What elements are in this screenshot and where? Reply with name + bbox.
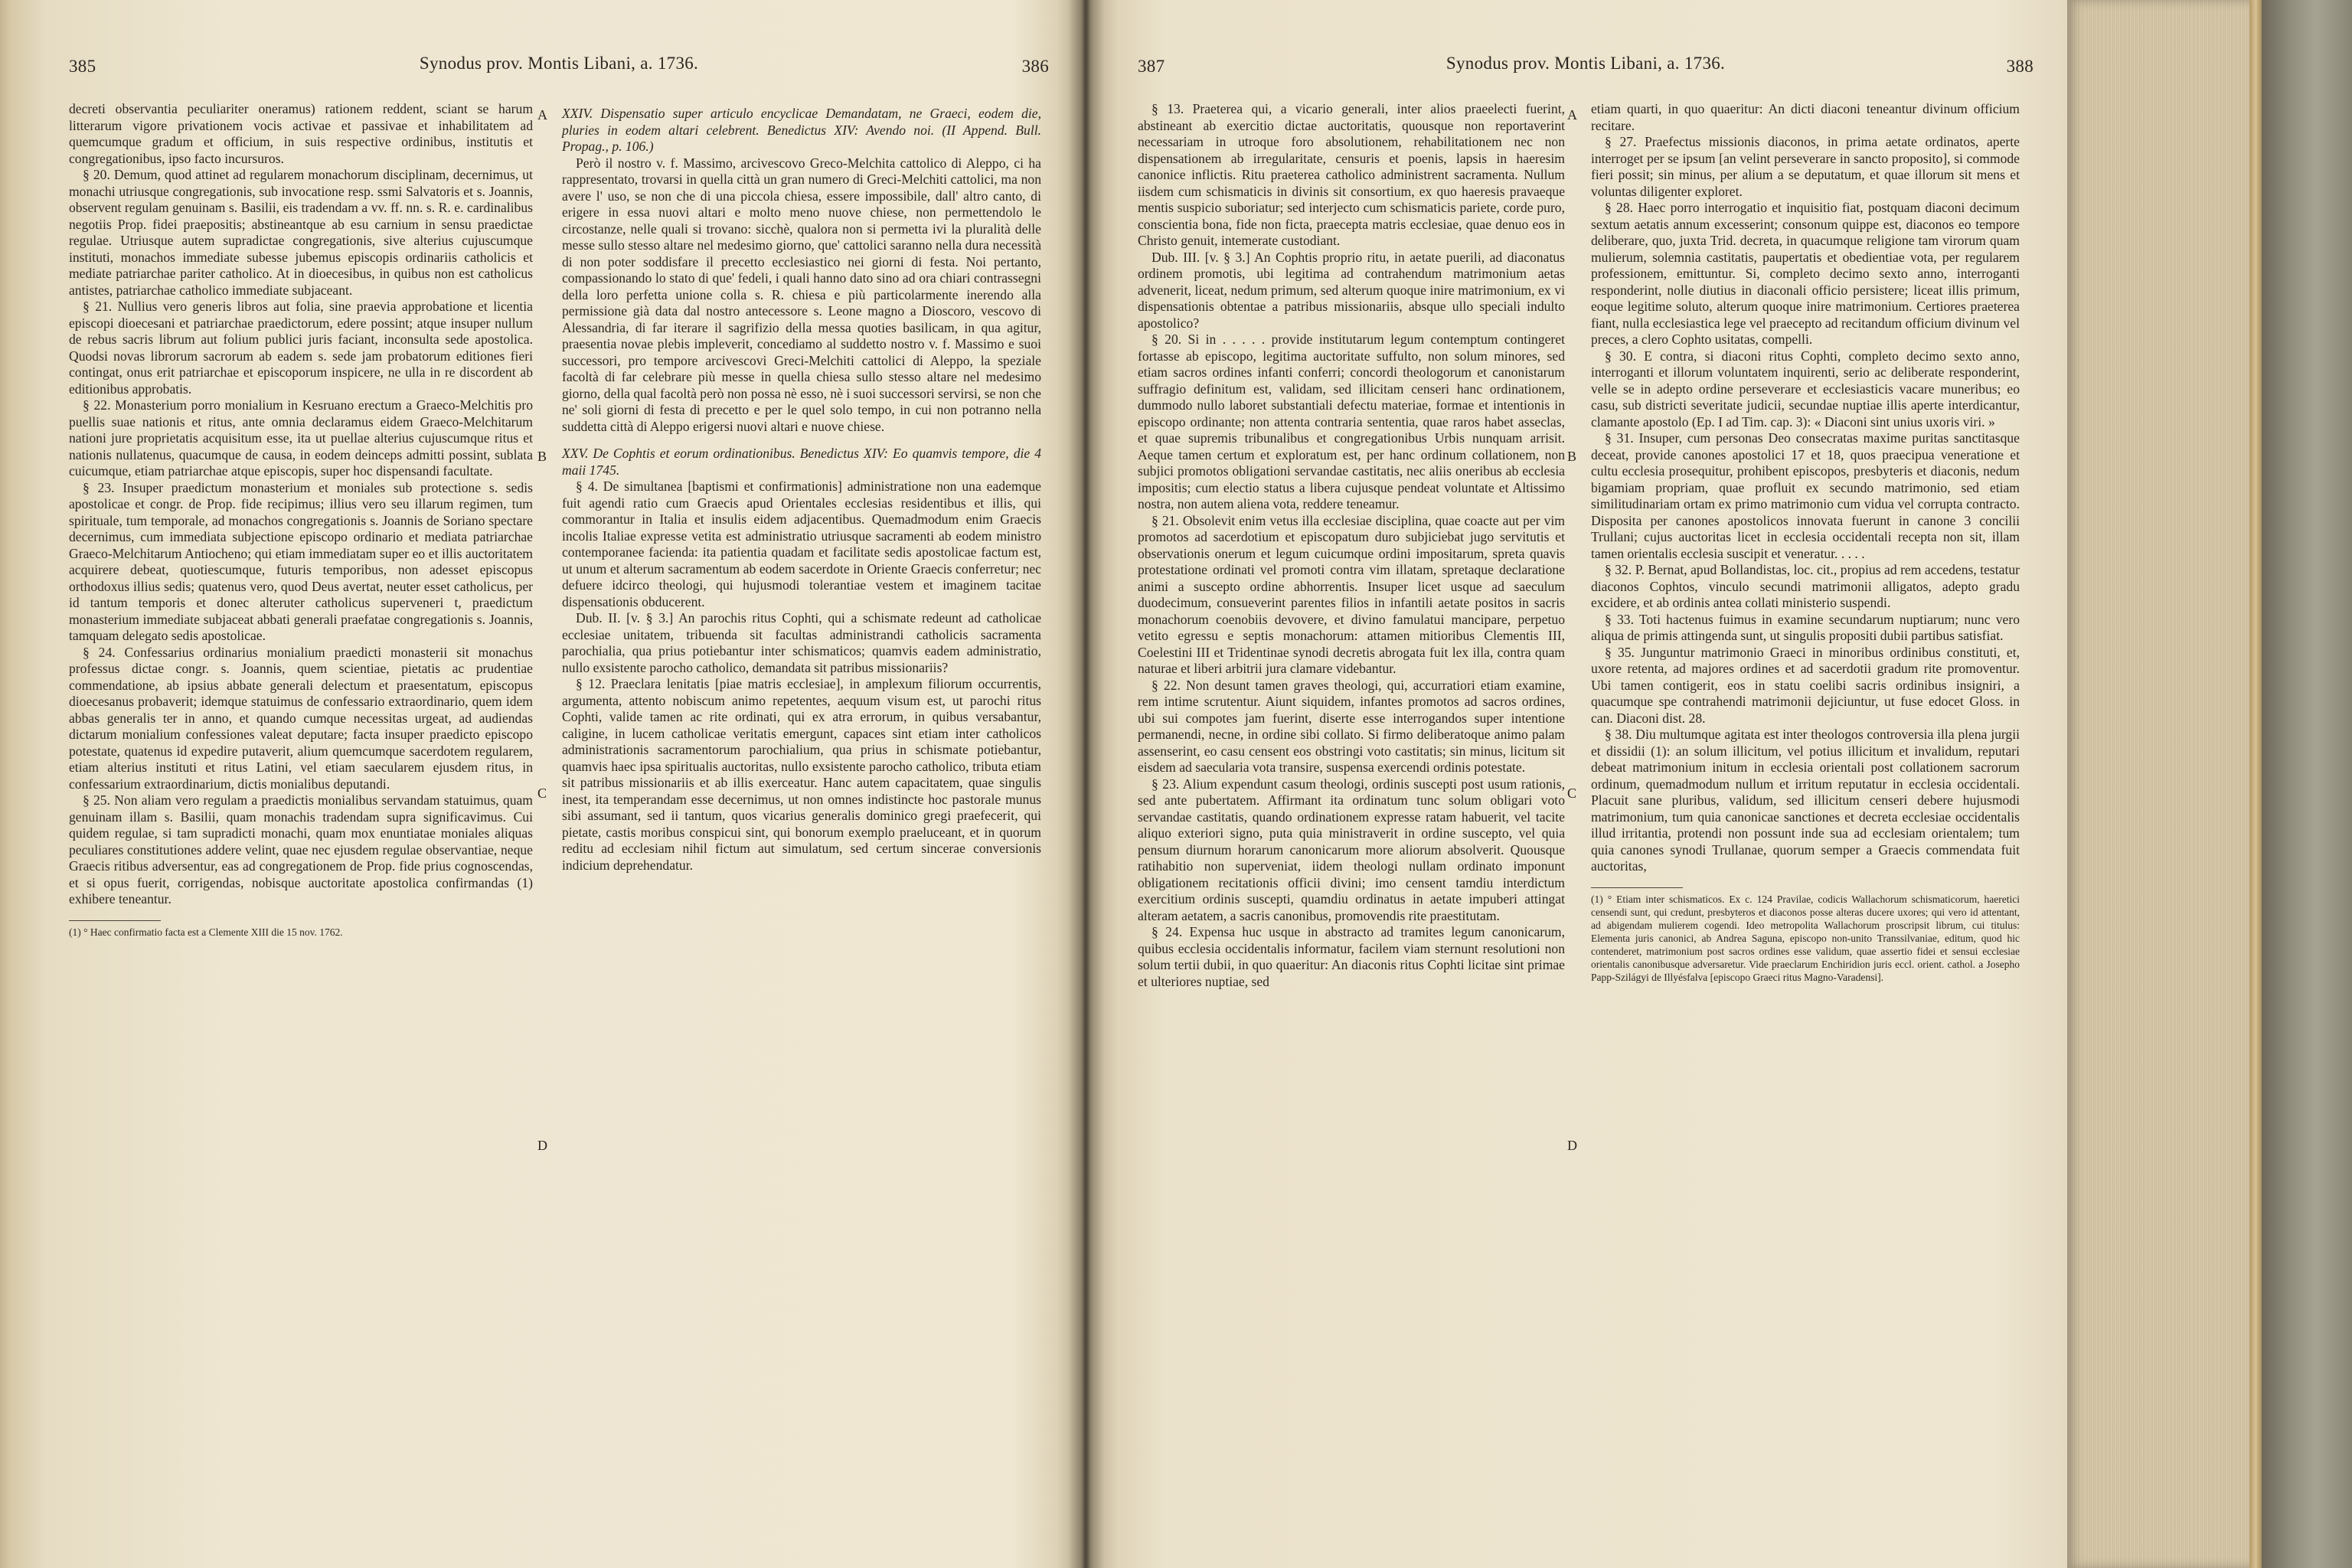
column-385 [69, 101, 533, 939]
paragraph: etiam quarti, in quo quaeritur: An dicti diaconi teneantur divinum officium recitare. [1591, 101, 2020, 133]
paragraph: § 23. Insuper praedictum monasterium et moniales sub protectione s. sedis apostolicae et congr. de Prop. fide recipimus; illius vero seu illarum regimen, tum spirituale, tum temporale, ad monachos congregationis s. Joannis de Soriano spectare decernimus, cum immediata subjectione episcopo ordinario et mediata patriarchae Graeco-Melchitarum Antiocheno; qui etiam immediatam super eo et illis auctoritatem acquirere debeat, quotiescumque, futuris temporibus, non adesset episcopus orthodoxus illius sedis; quatenus vero, quod Deus avertat, neuter esset catholicus, per id tantum temporis et donec alteruter catholicus superveneri t, praedictum monasterium immediate subjaceat abbati generali praefatae congregationis s. Joannis, tamquam delegato sedis apostolicae. [69, 479, 533, 643]
page-number-385: 385 [69, 57, 96, 76]
paragraph: § 23. Alium expendunt casum theologi, ordinis suscepti post usum rationis, sed ante pubertatem. Affirmant ita ordinatum tunc solum obligari voto servandae castitatis, quando ordinationem expresse ratam habuerit, vel tacite aliquo exteriori signo, puta quia ministraverit in ordine suscepto, vel quia pensum diurnum horarum canonicarum more aliorum absolverit. Quousque ratihabitio non superveniat, iidem theologi nullam ordinato imponunt obligationem recitationis officii divini; imo censent tamdiu interdictum exercitium ordinis suscepti, quamdiu ordinatus in aetate impuberi attingat alteram aetatem, a sacris canonibus, promovendis rite praestitutam. [1138, 776, 1565, 923]
paragraph: § 21. Obsolevit enim vetus illa ecclesiae disciplina, quae coacte aut per vim promotos ad sacerdotium et episcopatum duro subjiciebat jugo servitutis et observationis onerum et legum cuicumque ordini impositarum, spreta quavis protestatione ordinati vel promoti contra vim illatam, spretaque declaratione animi a suscepto ordine abhorrentis. Insuper licet usque ad saeculum duodecimum, consueverint parentes filios in infantili aetate positos in sacris monachorum coenobiis devovere, et divino famulatui mancipare, perpetuo vetito egressu e septis monachorum: attamen mitioribus Clementis III, Coelestini III et Tridentinae synodi decretis abrogata fuit lex illa, contra quam naturae et liberi arbitrii jura clamare videbantur. [1138, 512, 1565, 676]
margin-letter-c: C [537, 786, 547, 801]
running-title: Synodus prov. Montis Libani, a. 1736. [419, 54, 699, 73]
page-number-387: 387 [1138, 57, 1165, 76]
paragraph: § 13. Praeterea qui, a vicario generali, inter alios praeelecti fuerint, abstineant ab exercitio dictae auctoritatis, quousque non reportaverint necessariam in utroque foro absolutionem, rehabilitationem nec non dispensationem ab irregularitate, censuris et poenis, lapsis in haeresim canonice inflictis. Ritu praeterea catholico administrent sacramenta. Nullum iisdem cum schismaticis in divinis sit consortium, ex quo haeresis pravaeque mentis suspicio suboriatur; sed interjecto cum schismaticis pariete, corde puro, conscientia bona, fide non ficta, praecepta matris ecclesiae, quae denuo eos in Christo genuit, intemerate custodiant. [1138, 101, 1565, 248]
footnote-rule [1591, 887, 1683, 888]
paragraph: § 27. Praefectus missionis diaconos, in prima aetate ordinatos, aperte interroget per se ipsum [an velint perseverare in sancto proposito], si commode fieri possit; sin minus, per alium a se deputatum, et quae illorum sit mens et voluntas diligenter exploret. [1591, 134, 2020, 199]
paragraph: § 28. Haec porro interrogatio et inquisitio fiat, postquam diaconi decimum sextum aetatis annum excesserint; consonum quippe est, diaconos eo tempore deliberare, quo, juxta Trid. decreta, in quacumque religione tam virorum quam mulierum, solemnia castitatis, paupertatis et obedientiae vota, per regularem professionem, emittuntur. Si, completo decimo sexto anno, interroganti responderint, nolle diutius in diaconali officio persistere; liceat illis primum, eoque legitime soluto, alterum quoque inire matrimonium. Certiores praeterea fiant, nulla ecclesiastica lege vel praecepto ad recitandum officium divinum vel preces, a clero Cophto usitatas, compelli. [1591, 200, 2020, 347]
paragraph: § 25. Non aliam vero regulam a praedictis monialibus servandam statuimus, quam genuinam illam s. Basilii, quam monachis tradendam supra significavimus. Cui quidem regulae, si tam supradicti monachi, quam mox enuntiatae moniales aliquas peculiares constitutiones addere velint, quae nec ejusdem regulae observantiae, neque Graecis ritibus adversentur, eas ad congregationem de Prop. fide prius cognoscendas, et si opus fuerit, corrigendas, nobisque auctoritate apostolica confirmandas (1) exhibere teneantur. [69, 792, 533, 906]
book-cover-edge [2262, 0, 2352, 1568]
paragraph: Dub. III. [v. § 3.] An Cophtis proprio ritu, in aetate puerili, ad diaconatus ordinem promotis, ubi legitima ad contrahendum matrimonium aetas advenerit, liceat, nedum primum, sed alterum quoque inire matrimonium, ex vi dispensationis obtentae a patribus missionariis, absque ullo speciali indulto apostolico? [1138, 249, 1565, 331]
running-title-right: Synodus prov. Montis Libani, a. 1736. [1446, 54, 1726, 73]
margin-letter-c-right: C [1567, 786, 1577, 801]
column-388 [1591, 101, 2020, 984]
margin-letter-a: A [537, 107, 547, 122]
paragraph: § 35. Junguntur matrimonio Graeci in minoribus ordinibus constituti, et, uxore retenta, ad majores ordines et ad sacerdotii gradum rite promoventur. Ubi tamen contigerit, eos in statu coelibi sacris ordinibus insigniri, a quacumque spe contrahendi matrimonii dejiciuntur, ut fuse edocet Gloss. in can. Diaconi dist. 28. [1591, 644, 2020, 726]
paragraph: § 30. E contra, si diaconi ritus Cophti, completo decimo sexto anno, interroganti et illorum voluntatem inquirenti, serio ac deliberate responderint, velle se in adepto ordine perseverare et ecclesiasticis vacare muneribus; eo casu, sub districti severitate judicii, secundae nuptiae illis aperte interdicantur, clamante apostolo (Ep. I ad Tim. cap. 3): « Diaconi sint unius uxoris viri. » [1591, 348, 2020, 430]
paragraph: § 24. Confessarius ordinarius monialium praedicti monasterii sit monachus professus dictae congr. s. Joannis, quem scientiae, pietatis ac prudentiae commendatione, ab ipsius abbate generali delectum et praesentatum, episcopus dioecesanus probaverit; idemque statuimus de confessario extraordinario, quem idem abbas generalis ter in anno, et quando cumque necessitas urgeat, ad audiendas dictarum monialium confessiones valeat deputare; facta insuper praedicto episcopo potestate, quatenus id expedire putaverit, alium quemcumque sacerdotem regularem, etiam alterius instituti et ritus Latini, vel etiam saecularem ejusdem ritus, in confessarium extraordinarium, dictis monialibus deputandi. [69, 644, 533, 792]
footnote-rule [69, 920, 161, 921]
paragraph: § 21. Nullius vero generis libros aut folia, sine praevia approbatione et licentia episcopi dioecesani et patriarchae praedictorum, edere possint; atque insuper nullum de rebus sacris librum aut folium publici juris faciant, inconsulta sede apostolica. Quodsi novas librorum sacrorum ab eadem s. sede jam probatorum editiones fieri contingat, onus erit patriarchae et episcoporum inspicere, ne ulla in re discordent ab editionibus approbatis. [69, 299, 533, 397]
column-386 [562, 101, 1041, 874]
footnote: (1) ° Etiam inter schismaticos. Ex c. 124 Pravilae, codicis Wallachorum schismaticorum, haeretici censendi sunt, qui credunt, presbyteros et diaconos posse alteras ducere uxores; qui vero id attentant, ad abigendam mulierem cogendi. Ideo metropolita Wallachorum proscripsit librum, cui titulus: Elementa juris canonici, ab Andrea Saguna, episcopo non-unito Transsilvaniae, editum, quod hic contenderet, matrimonium post sacros ordines esse validum, quae assertio fidei et sensui ecclesiae orientalis canonibusque adversaretur. Vide praeclarum Enchiridion juris eccl. orient. cathol. a Josepho Papp-Szilágyi de Illyésfalva [episcopo Graeci ritus Magno-Varadensi]. [1591, 893, 2020, 983]
page-edges [2067, 0, 2352, 1568]
margin-letter-d: D [537, 1138, 547, 1153]
paragraph: § 20. Demum, quod attinet ad regularem monachorum disciplinam, decernimus, ut monachi utriusque congregationis, sub invocatione resp. ssmi Salvatoris et s. Joannis, observent regulam genuinam s. Basilii, eis tradendam a vv. ff. nn. s. R. e. cardinalibus negotiis Prop. fidei praepositis; abstineantque ab esu carnium in sensu praedictae regulae. Utriusque autem supradictae congregationis, sive alterius cujuscumque instituti, monachos immediate subesse jubemus episcopis ordinariis catholicis et mediate patriarchae pariter catholico. At in dioecesibus, in quibus non est catholicus antistes, patriarchae catholico immediate subjaceant. [69, 167, 533, 298]
paragraph: § 4. De simultanea [baptismi et confirmationis] administratione non una eademque fuit agendi ratio cum Graecis apud Orientales ecclesias residentibus et illis, qui commorantur in Italia et insulis eidem adjacentibus. Quemadmodum enim Graecis incolis Italiae expresse vetita est administratio utriusque sacramenti ab eodem ministro contemporanee facienda: ita patientia quadam et facilitate sedis apostolicae factum est, ut unum et alterum sacramentum ab eodem sacerdote in Oriente Graecis conferretur; nec defuere idcirco theologi, qui hujusmodi tolerantiae vestem et imaginem tacitae dispensationis obducerent. [562, 479, 1041, 609]
page-number-386: 386 [1021, 57, 1049, 76]
margin-letter-d-right: D [1567, 1138, 1577, 1153]
page-number-388: 388 [2006, 57, 2034, 76]
paragraph: § 38. Diu multumque agitata est inter theologos controversia illa plena jurgii et dissidii (1): an solum illicitum, vel potius illicitum et invalidum, reputari debeat matrimonium initum in ecclesia orientali post collationem sacrorum ordinum, quemadmodum nullum et irritum reputatur in ecclesia occidentali. Placuit sane pluribus, validum, sed illicitum censeri debere hujusmodi matrimonium, tum quia canonicae sanctiones et decreta ecclesiae occidentalis illud irritantia, protendi non possunt inde sua ad ecclesiam orientalem; tum quia canones synodi Trullanae, quorum semper a Graecis commendata fuit auctoritas, [1591, 727, 2020, 874]
right-page [1138, 51, 2034, 1551]
paragraph: Però il nostro v. f. Massimo, arcivescovo Greco-Melchita cattolico di Aleppo, ci ha rappresentato, trovarsi in quella città un gran numero di Greci-Melchiti cattolici, ma non avere l' uso, se non che di una piccola chiesa, essere impossibile, dall' altro canto, di erigere in essa nuovi altari e molto meno nuove chiese, non permettendolo le circostanze, nelle quali si trovano: sicchè, qualora non si permetta ivi la pluralità delle messe sullo stesso altare nel medesimo giorno, que' cattolici saranno nella dura necessità di non poter soddisfare il precetto ecclesiastico nei giorni di festa. Noi pertanto, compassionando lo stato di que' fedeli, i quali hanno dato sino ad ora chiari contrassegni della loro perfetta unione colla s. R. chiesa e più particolarmente inerendo alla permissione già data dal nostro antecessore s. Leone magno a Dioscoro, vescovo di Alessandria, di far iterare il sagrifizio della messa quoties basilicam, in qua agitur, praesentia novae plebis impleverit, concediamo al suddetto nostro v. f. Massimo e suoi successori, pro tempore arcivescovi Greci-Melchiti cattolici di Aleppo, la speziale facoltà di far celebrare più messe in quella chiesa sullo stesso altare nel medesimo giorno, della qual facoltà però non possa nè esso, nè i suoi successori servirsi, se non che ne' soli giorni di festa di precetto e per le quel solo tempo, in cui non potranno nella suddetta città di Aleppo erigersi nuovi altari e nuove chiese. [562, 155, 1041, 434]
paragraph: § 24. Expensa huc usque in abstracto ad tramites legum canonicarum, quibus ecclesia occidentalis informatur, facilem viam sternunt resolutioni non solum tertii dubii, in quo quaeritur: An diaconis ritus Cophti licitae sint primae et ulteriores nuptiae, sed [1138, 924, 1565, 989]
paragraph: Dub. II. [v. § 3.] An parochis ritus Cophti, qui a schismate redeunt ad catholicae ecclesiae unitatem, tribuenda sit facultas administrandi catholicis sacramenta parochialia, qua prius potiebantur inter schismaticos; quamvis eadem administratio, nullo exsistente parocho catholico, demandata sit patribus missionariis? [562, 610, 1041, 675]
margin-letter-b: B [537, 449, 547, 464]
bookmark-ribbon [2249, 0, 2262, 1568]
running-header-left [69, 51, 1049, 84]
paragraph: § 22. Monasterium porro monialium in Kesruano erectum a Graeco-Melchitis pro puellis suae nationis et ritus, ante omnia declaramus eidem Graeco-Melchitarum nationi jure proprietatis acquisitum esse, ita ut puellae alterius cujuscumque ritus et nationis nullatenus, quacumque de causa, in eodem deinceps admitti possint, sublata cuicumque, etiam patriarchae atque episcopis, super hoc dispensandi facultate. [69, 397, 533, 479]
footnote: (1) ° Haec confirmatio facta est a Clemente XIII die 15 nov. 1762. [69, 926, 343, 938]
book-gutter [1057, 0, 1118, 1568]
column-387 [1138, 101, 1565, 990]
paragraph: § 32. P. Bernat, apud Bollandistas, loc. cit., propius ad rem accedens, testatur diaconos Cophtos, vinculo secundi matrimonii alligatos, adepto gradu excidere, et ab ordinis antea collati ministerio suspendi. [1591, 562, 2020, 610]
paragraph: decreti observantia peculiariter oneramus) rationem reddent, sciant se harum litterarum vigore privationem vocis activae et passivae et inhabilitatem ad quemcumque gradum et officium, in suis respective ordinibus, institutis et congregationibus, ipso facto incursuros. [69, 101, 533, 166]
section-title: XXV. De Cophtis et eorum ordinationibus. Benedictus XIV: Eo quamvis tempore, die 4 maii 1745. [562, 446, 1041, 478]
paragraph: § 20. Si in . . . . . provide institutarum legum contemptum contingeret fortasse ab episcopo, legitima auctoritate suffulto, non solum minores, sed etiam sacros ordines infanti conferri; concordi theologorum et canonistarum suffragio definitum est, validam, sed illicitam censeri hanc ordinationem, dummodo nullo laboret substantiali defectu materiae, formae et intentionis in episcopo ordinante; non attenta contraria sententia, quae raros habet asseclas, et quae supremis tribunalibus et congregationibus Urbis nunquam arrisit. Aeque tamen certum et exploratum est, per hanc ordinum collationem, non subjici promotos obligationi servandae castitatis, nec aliis oneribus ab ecclesia impositis; cum electio status a libera cujusque pendeat voluntate et Altissimo nostra, non autem aliena vota, reddere teneamur. [1138, 332, 1565, 511]
left-page [69, 51, 1049, 1551]
paragraph: § 22. Non desunt tamen graves theologi, qui, accurratiori etiam examine, rem intime scrutentur. Aiunt siquidem, infantes promotos ad sacros ordines, ubi sui compotes jam fuerint, diserte esse interrogandos super intentione permanendi, necne, in ordine sibi collato. Si firmo deliberatoque animo palam assenserint, eo casu censent eos obstringi voto castitatis; sin minus, licitum sit eisdem ad saecularia vota transire, suspensa exercendi ordinis potestate. [1138, 677, 1565, 775]
paragraph: § 31. Insuper, cum personas Deo consecratas maxime puritas sanctitasque deceat, provide canones apostolici 17 et 18, quos praecipua veneratione et cultu ecclesia prosequitur, prohibent episcopos, presbyteris et diaconis, nedum bigamiam propriam, quae profluit ex secundo matrimonio, sed etiam similitudinariam ortam ex primo matrimonio cum vidua vel corrupta contracto. Disposita per canones apostolicos innovata fuerunt in canone 3 concilii Trullani; cujus auctoritas licet in ecclesia occidentali recepta non sit, illam tamen orientalis ecclesia suscipit et veneratur. . . . . [1591, 430, 2020, 561]
running-header-right [1138, 51, 2034, 84]
margin-letter-a-right: A [1567, 107, 1577, 122]
margin-letter-b-right: B [1567, 449, 1577, 464]
paragraph: § 12. Praeclara lenitatis [piae matris ecclesiae], in amplexum filiorum occurrentis, argumenta, attento nobiscum animo repetentes, aequum visum est, ut parochi ritus Cophti, valide tamen ac rite ordinati, qui ex atra errorum, in quibus versabantur, caligine, in lucem catholicae veritatis emergunt, capaces sint etiam inter catholicos administrationis sacramentorum parochialium, qua prius in schismate potiebantur, quamvis haec ipsa spiritualis auctoritas, nullo exsistente parocho catholico, tributa etiam sit patribus missionariis et ab illis exerceatur. Hanc autem capacitatem, quae singulis inest, ita temperandam esse decernimus, ut non omnes indistincte hoc pastorale munus sibi assumant, sed ii tantum, quos vicarius generalis dominico gregi praefecerit, qui pietate, castis moribus conspicui sint, qui bonorum exemplo praeluceant, et in quorum reditu ad ecclesiam nihil fictum aut simulatum, sed certum sincerae conversionis indicium deprehendatur. [562, 676, 1041, 873]
section-title: XXIV. Dispensatio super articulo encyclicae Demandatam, ne Graeci, eodem die, pluries in eodem altari celebrent. Benedictus XIV: Avendo noi. (II Append. Bull. Propag., p. 106.) [562, 106, 1041, 154]
paragraph: § 33. Toti hactenus fuimus in examine secundarum nuptiarum; nunc vero aliqua de primis attingenda sunt, ut singulis propositi dubii partibus satisfiat. [1591, 611, 2020, 643]
